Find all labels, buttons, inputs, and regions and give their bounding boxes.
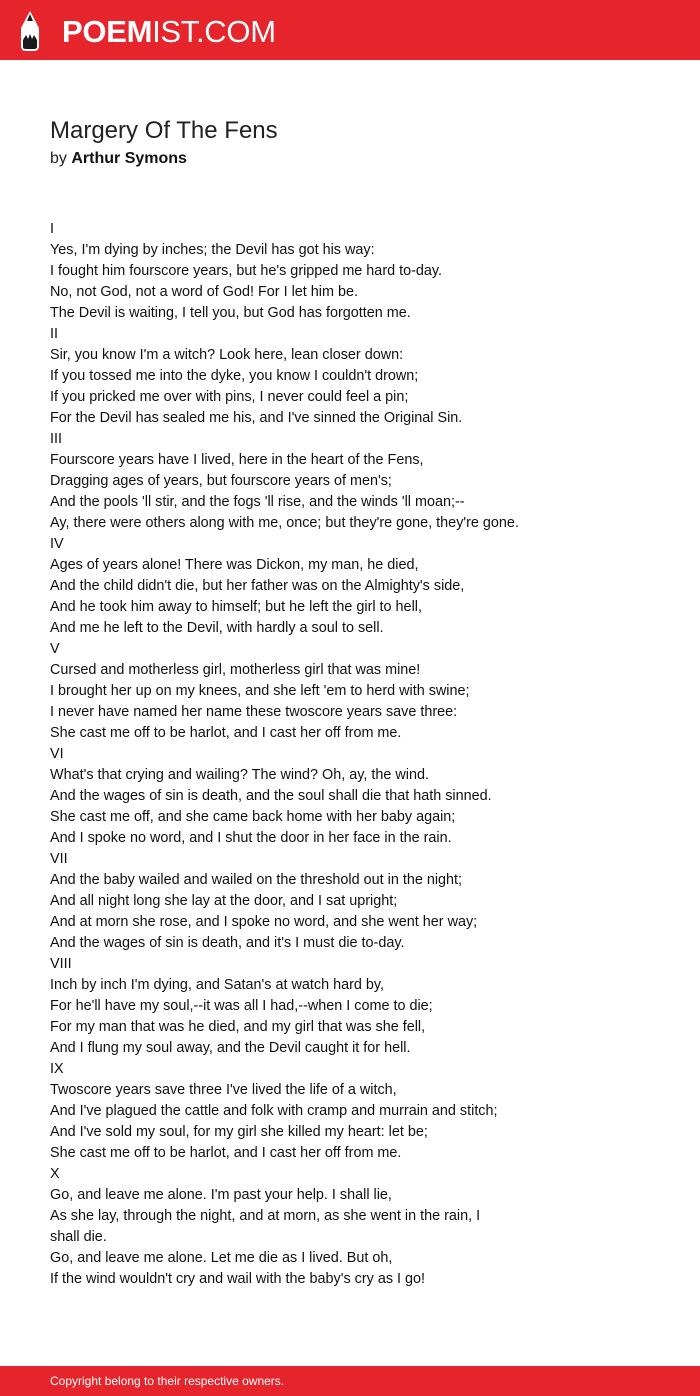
poem-line: Twoscore years save three I've lived the life of a witch, [50,1082,397,1098]
poem-line: The Devil is waiting, I tell you, but God has forgotten me. [50,305,411,321]
by-label: by [50,150,67,167]
poem-line: Yes, I'm dying by inches; the Devil has got his way: [50,242,375,258]
poem-line: And I've sold my soul, for my girl she killed my heart: let be; [50,1124,428,1140]
poem-line: For my man that was he died, and my girl that was she fell, [50,1019,426,1035]
stanza-number: X [50,1166,60,1182]
poem-line: Fourscore years have I lived, here in the heart of the Fens, [50,452,424,468]
poem-line: She cast me off to be harlot, and I cast her off from me. [50,1145,402,1161]
site-name [62,13,276,49]
stanza-number: V [50,641,60,657]
poem-line: Inch by inch I'm dying, and Satan's at watch hard by, [50,977,384,993]
stanza-number: I [50,221,54,237]
site-footer [0,1366,700,1396]
poem-line: If you tossed me into the dyke, you know I couldn't drown; [50,368,419,384]
poem-line: Go, and leave me alone. Let me die as I lived. But oh, [50,1250,393,1266]
poem-line: She cast me off to be harlot, and I cast her off from me. [50,725,402,741]
poem-line: And all night long she lay at the door, and I sat upright; [50,893,398,909]
site-name-bold: POEM [62,13,153,49]
poem-line: And at morn she rose, and I spoke no word, and she went her way; [50,914,478,930]
stanza-number: II [50,326,58,342]
poem-line: And the child didn't die, but her father was on the Almighty's side, [50,578,465,594]
poem-line: If you pricked me over with pins, I never could feel a pin; [50,389,409,405]
poem-line: Cursed and motherless girl, motherless girl that was mine! [50,662,421,678]
poem-line: Go, and leave me alone. I'm past your help. I shall lie, [50,1187,392,1203]
poem-line: And the wages of sin is death, and the soul shall die that hath sinned. [50,788,492,804]
poem-line: And the baby wailed and wailed on the threshold out in the night; [50,872,463,888]
poem-line: No, not God, not a word of God! For I let him be. [50,284,358,300]
poem-title: Margery Of The Fens [50,117,278,144]
poem-line: If the wind wouldn't cry and wail with the baby's cry as I go! [50,1271,426,1287]
stanza-number: VIII [50,956,72,972]
stanza-number: VII [50,851,68,867]
site-header [0,0,700,60]
site-name-light: IST.COM [152,13,276,49]
poem-line: Dragging ages of years, but fourscore years of men's; [50,473,392,489]
copyright-text: Copyright belong to their respective owners. [50,1374,285,1388]
stanza-number: III [50,431,62,447]
poem-line: And the pools 'll stir, and the fogs 'll rise, and the winds 'll moan;-- [50,494,465,510]
poem-line: And I've plagued the cattle and folk with cramp and murrain and stitch; [50,1103,498,1119]
poem-line: And I flung my soul away, and the Devil caught it for hell. [50,1040,411,1056]
poem-line: What's that crying and wailing? The wind? Oh, ay, the wind. [50,767,429,783]
poem-line: For the Devil has sealed me his, and I've sinned the Original Sin. [50,410,463,426]
byline [50,149,187,169]
poem-line: She cast me off, and she came back home with her baby again; [50,809,456,825]
stanza-number: VI [50,746,64,762]
poem-line: And I spoke no word, and I shut the door in her face in the rain. [50,830,452,846]
site-logo[interactable] [18,10,276,52]
poem-line: As she lay, through the night, and at morn, as she went in the rain, I [50,1208,481,1224]
poem-line: Ay, there were others along with me, once; but they're gone, they're gone. [50,515,519,531]
poem-line: Sir, you know I'm a witch? Look here, lean closer down: [50,347,404,363]
pen-nib-icon [18,10,42,52]
poem-line: shall die. [50,1229,107,1245]
stanza-number: IX [50,1061,64,1077]
stanza-number: IV [50,536,64,552]
poem-line: And the wages of sin is death, and it's I must die to-day. [50,935,405,951]
poem-body [50,219,610,1290]
poem-line: I fought him fourscore years, but he's gripped me hard to-day. [50,263,443,279]
poem-line: For he'll have my soul,--it was all I had,--when I come to die; [50,998,433,1014]
poem-line: I brought her up on my knees, and she left 'em to herd with swine; [50,683,470,699]
poem-line: I never have named her name these twoscore years save three: [50,704,458,720]
poem-line: And he took him away to himself; but he left the girl to hell, [50,599,422,615]
author-name[interactable]: Arthur Symons [71,150,187,167]
poem-line: And me he left to the Devil, with hardly a soul to sell. [50,620,384,636]
poem-line: Ages of years alone! There was Dickon, my man, he died, [50,557,419,573]
